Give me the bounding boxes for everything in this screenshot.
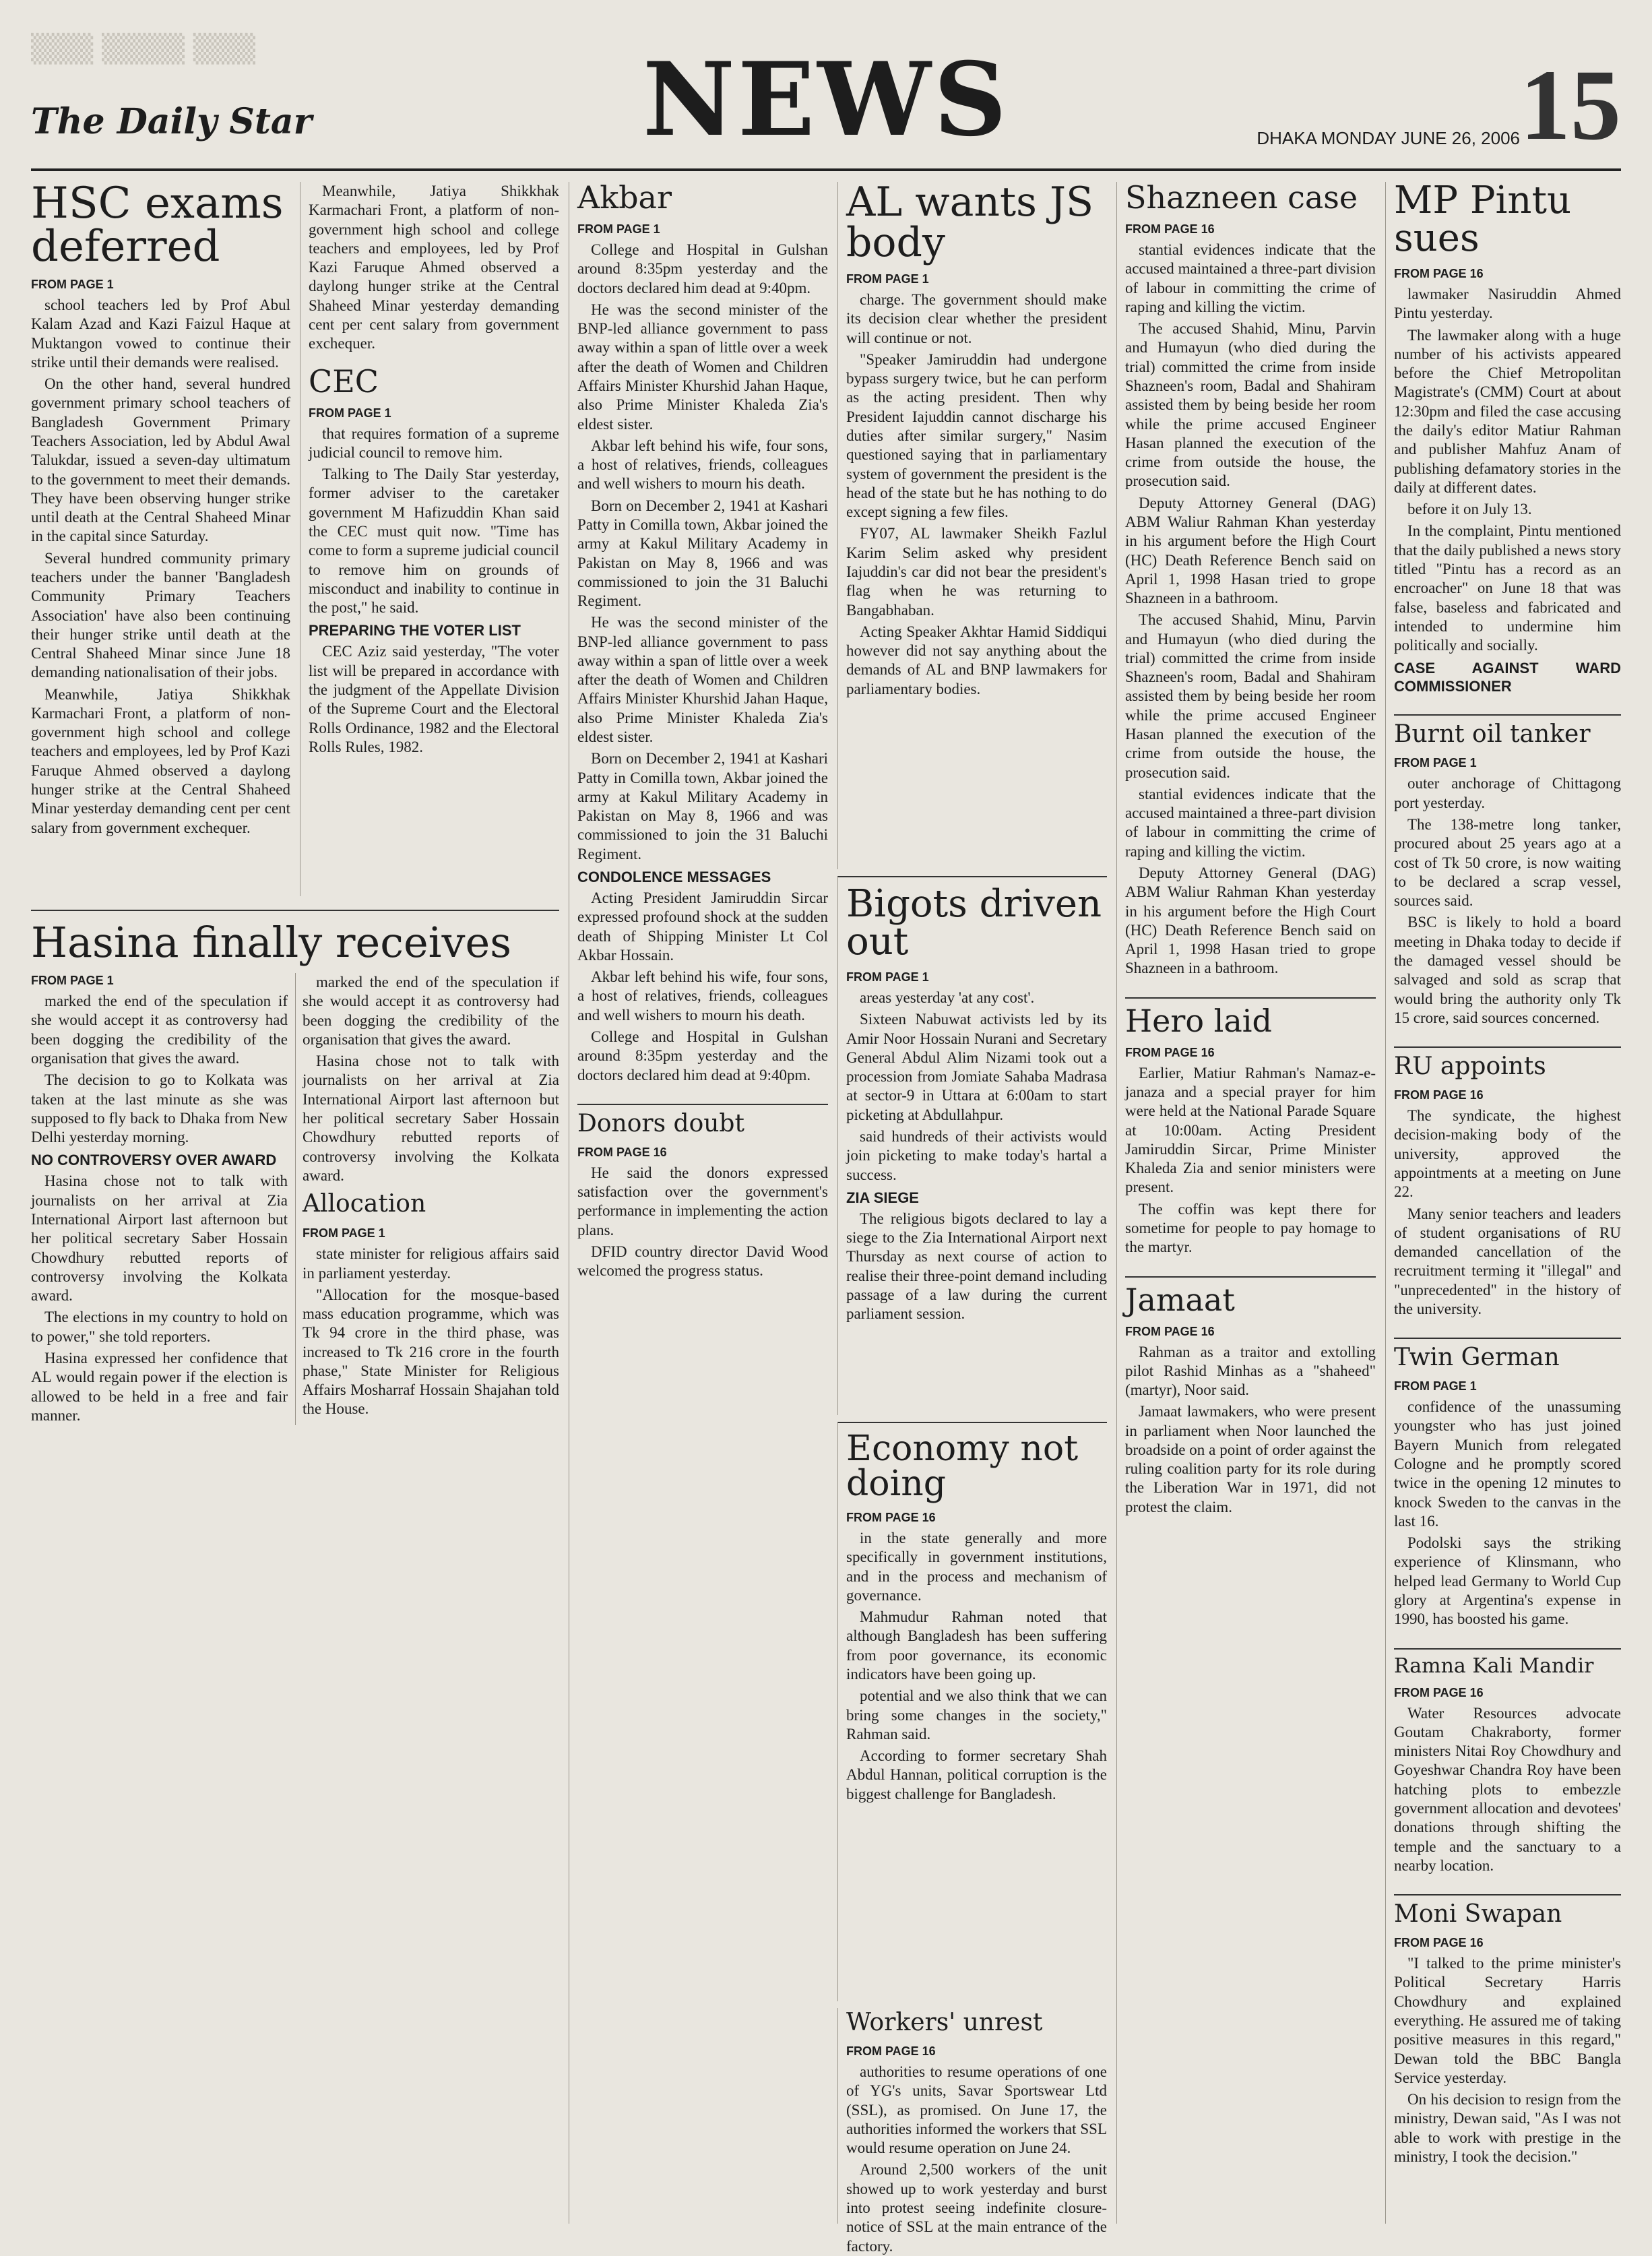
paragraph: The accused Shahid, Minu, Parvin and Humayun (who died during the trial) committed the crime from inside Shazneen's room, Badal and Shahiram assisted them by being beside her room while the prime accused Engineer Hasan planned the execution of the crime from outside the house, the prosecution said.: [1125, 611, 1376, 781]
from-page: FROM PAGE 1: [846, 272, 929, 286]
headline-donors: Donors doubt: [577, 1109, 744, 1137]
article-body: [846, 989, 1107, 1324]
subhead: CASE AGAINST WARD COMMISSIONER: [1394, 660, 1621, 695]
paragraph: The accused Shahid, Minu, Parvin and Humayun (who died during the trial) committed the crime from inside Shazneen's room, Badal and Shahiram assisted them by being beside her room while the prime accused Engineer Hasan planned the execution of the crime from outside the house, the prosecution said.: [1125, 320, 1376, 490]
faded-bleedthrough-text: ▒▒▒ ▒▒▒▒ ▒▒▒: [31, 34, 256, 65]
headline-hero: Hero laid: [1125, 1002, 1272, 1039]
paragraph: Born on December 2, 1941 at Kashari Patty in Comilla town, Akbar joined the army at Kakul Military Academy in Pakistan on May 8, 1966 and was commissioned to join the 31 Baluchi Regiment.: [577, 497, 828, 610]
section-title: NEWS: [642, 40, 1010, 159]
paragraph: before it on July 13.: [1407, 501, 1532, 518]
paragraph: The religious bigots declared to lay a siege to the Zia International Airport next Thursday as next course of action to realise their three-point demand including passage of a law during the current parliament session.: [846, 1210, 1107, 1323]
paragraph: stantial evidences indicate that the accused maintained a three-part division of labour in committing the crime of raping and killing the victim.: [1125, 785, 1376, 860]
from-page: FROM PAGE 1: [31, 974, 114, 987]
paragraph: confidence of the unassuming youngster who has just joined Bayern Munich from relegated Cologne and he promptly scored twice in the opening 12 minutes to knock Sweden to the canvas in the last 16.: [1394, 1398, 1621, 1530]
paragraph: Hasina chose not to talk with journalists on her arrival at Zia International Airport last afternoon but her political secretary Saber Hossain Chowdhury rebutted reports of controversy involving the Kolkata award.: [31, 1172, 288, 1305]
paragraph: Sixteen Nabuwat activists led by its Amir Noor Hossain Nurani and Secretary General Abdul Alim Nizami took out a procession from Jomiate Sahaba Madrasa at sector-9 in Uttara at 6:00am to start picketing at Abdullahpur.: [846, 1011, 1107, 1123]
paragraph: The decision to go to Kolkata was taken at the last minute as she was supposed to fly back to Dhaka from New Delhi yesterday morning.: [31, 1071, 288, 1146]
story-economy: [837, 1422, 1107, 2001]
paragraph: lawmaker Nasiruddin Ahmed Pintu yesterday.: [1394, 286, 1621, 322]
from-page: FROM PAGE 16: [1394, 1936, 1484, 1950]
paragraph: The lawmaker along with a huge number of his activists appeared before the Chief Metropolitan Magistrate's (CMM) Court at about 12:30pm and filed the case accusing the daily's editor Matiur Rahman and publisher Mahfuz Anam of publishing defamatory stories in the daily at different dates.: [1394, 326, 1621, 496]
article-body: [1125, 241, 1376, 978]
headline-ru-appoints: RU appoints: [1394, 1053, 1546, 1081]
from-page: FROM PAGE 16: [577, 1145, 667, 1159]
subhead: PREPARING THE VOTER LIST: [309, 622, 521, 639]
story-akbar: [577, 179, 828, 1085]
masthead: [31, 27, 1621, 171]
headline-allocation: Allocation: [303, 1190, 426, 1218]
story-moni-swapan: [1394, 1894, 1621, 2166]
paragraph: outer anchorage of Chittagong port yesterday.: [1394, 775, 1621, 811]
paragraph: The elections in my country to hold on to power," she told reporters.: [31, 1309, 288, 1345]
article-body: [1394, 1704, 1621, 1876]
headline-burnt-tanker: Burnt oil tanker: [1394, 720, 1591, 749]
headline-al: AL wants JS body: [846, 179, 1094, 266]
article-body: [1125, 1343, 1376, 1517]
story-workers: [837, 2008, 1107, 2255]
headline-hasina: Hasina finally receives: [31, 918, 512, 967]
paragraph: school teachers led by Prof Abul Kalam Azad and Kazi Faizul Haque at Muktangon vowed to continue their strike until their demands were realised.: [31, 296, 290, 371]
subhead: NO CONTROVERSY OVER AWARD: [31, 1152, 277, 1169]
story-twin-german: [1394, 1338, 1621, 1629]
story-ru-appoints: [1394, 1046, 1621, 1319]
story-jamaat: [1125, 1276, 1376, 1517]
story-hero: [1125, 997, 1376, 1257]
story-bigots: [837, 876, 1107, 1415]
paragraph: He said the donors expressed satisfaction over the government's performance in implementing the action plans.: [577, 1164, 828, 1239]
paragraph: stantial evidences indicate that the accused maintained a three-part division of labour in committing the crime of raping and killing the victim.: [1125, 241, 1376, 315]
paragraph: In the complaint, Pintu mentioned that the daily published a news story titled "Pintu has a record as an encroacher" on June 18 that was false, baseless and fabricated and intended to undermine him politically and socially.: [1394, 522, 1621, 654]
paragraph: Many senior teachers and leaders of student organisations of RU demanded cancellation of the recruitment terming it "illegal" and "unprecedented" in the history of the university.: [1394, 1205, 1621, 1317]
paragraph: Acting President Jamiruddin Sircar expressed profound shock at the sudden death of Shipping Minister Lt Col Akbar Hossain.: [577, 889, 828, 964]
headline-moni-swapan: Moni Swapan: [1394, 1900, 1562, 1929]
story-mp-pintu: [1394, 179, 1621, 695]
subhead: CONDOLENCE MESSAGES: [577, 869, 771, 885]
paragraph: said hundreds of their activists would join picketing to make today's hartal a success.: [846, 1127, 1107, 1183]
story-shazneen: [1125, 179, 1376, 978]
paragraph: The 138-metre long tanker, procured about 25 years ago at a cost of Tk 50 crore, is now waiting to be declared a scrap vessel, sources said.: [1394, 816, 1621, 910]
paragraph: areas yesterday 'at any cost'.: [860, 989, 1035, 1006]
column-2-top: [300, 182, 559, 896]
column-3: [569, 179, 828, 2224]
from-page: FROM PAGE 16: [1394, 1088, 1484, 1102]
paragraph: Around 2,500 workers of the unit showed up to work yesterday and burst into protest seeing indefinite closure-notice of SSL at the main entrance of the factory.: [846, 2161, 1107, 2255]
paragraph: The syndicate, the highest decision-making body of the university, approved the appointments at a meeting on June 22.: [1394, 1107, 1621, 1201]
article-body: [1125, 1064, 1376, 1257]
headline-economy: Economy not doing: [846, 1429, 1079, 1504]
from-page: FROM PAGE 16: [1125, 222, 1215, 236]
from-page: FROM PAGE 16: [1394, 1685, 1484, 1699]
story-burnt-tanker: [1394, 714, 1621, 1028]
paragraph: authorities to resume operations of one of YG's units, Savar Sportswear Ltd (SSL), as promised. On June 17, the authorities informed the workers that SSL would resume operation on June 24.: [846, 2063, 1107, 2157]
article-body: [309, 182, 559, 354]
paragraph: marked the end of the speculation if she would accept it as controversy had been dogging the credibility of the organisation that gives the award.: [31, 993, 288, 1067]
headline-ramna: Ramna Kali Mandir: [1394, 1654, 1594, 1678]
from-page: FROM PAGE 1: [1394, 1379, 1477, 1393]
from-page: FROM PAGE 1: [309, 406, 391, 420]
column-6: [1385, 179, 1621, 2224]
from-page: FROM PAGE 1: [303, 1226, 385, 1241]
paragraph: On the other hand, several hundred government primary school teachers of Bangladesh Government Primary Teachers Association, led by Abdul Awal Talukdar, issued a seven-day ultimatum to the government to meet their demands. They have been observing hunger strike until death at the Central Shaheed Minar in the capital since Saturday.: [31, 375, 290, 545]
from-page: FROM PAGE 16: [1394, 267, 1484, 280]
article-body: [1394, 1106, 1621, 1319]
paragraph: Talking to The Daily Star yesterday, former adviser to the caretaker government M Hafizuddin Khan said the CEC must quit now. "Time has come to form a supreme judicial council to remove him on grounds of misconduct and inability to continue in the post," he said.: [309, 466, 559, 617]
paragraph: Akbar left behind his wife, four sons, a host of relatives, friends, colleagues and well wishers to mourn his death.: [577, 968, 828, 1024]
headline-akbar: Akbar: [577, 179, 672, 216]
article-body: [1394, 1954, 1621, 2166]
paragraph: Akbar left behind his wife, four sons, a host of relatives, friends, colleagues and well wishers to mourn his death.: [577, 437, 828, 493]
paragraph: Rahman as a traitor and extolling pilot Rashid Minhas as a "shaheed" (martyr), Noor said.: [1125, 1343, 1376, 1399]
article-body: [309, 425, 559, 757]
from-page: FROM PAGE 16: [1125, 1324, 1215, 1338]
from-page: FROM PAGE 1: [577, 222, 660, 236]
article-body: [846, 1529, 1107, 1804]
paragraph: Deputy Attorney General (DAG) ABM Waliur Rahman Khan yesterday in his argument before the High Court (HC) Death Reference Bench said on April 1, 1998 Hasan tried to grope Shazneen in a bathroom.: [1125, 494, 1376, 607]
headline-bigots: Bigots driven out: [846, 882, 1102, 964]
paragraph: marked the end of the speculation if she would accept it as controversy had been dogging the credibility of the organisation that gives the award.: [303, 974, 559, 1048]
from-page: FROM PAGE 1: [1394, 756, 1477, 770]
paragraph: Hasina expressed her confidence that AL would regain power if the election is allowed to be held in a free and fair manner.: [31, 1349, 288, 1424]
article-body: [1394, 774, 1621, 1028]
article-body: [846, 2063, 1107, 2256]
article-body: [1394, 285, 1621, 695]
from-page: FROM PAGE 16: [846, 1511, 936, 1524]
story-ramna: [1394, 1648, 1621, 1876]
paragraph: Deputy Attorney General (DAG) ABM Waliur Rahman Khan yesterday in his argument before the High Court (HC) Death Reference Bench said on April 1, 1998 Hasan tried to grope Shazneen in a bathroom.: [1125, 865, 1376, 977]
paragraph: BSC is likely to hold a board meeting in Dhaka today to decide if the damaged vessel should be salvaged and sold as scrap that would bring the authority only Tk 15 crore, said sources concerned.: [1394, 914, 1621, 1026]
page-number: 15: [1520, 49, 1621, 161]
headline-mp-pintu: MP Pintu sues: [1394, 179, 1572, 260]
from-page: FROM PAGE 16: [1125, 1045, 1215, 1059]
article-body: [31, 296, 290, 838]
headline-shazneen: Shazneen case: [1125, 179, 1358, 216]
paper-name: The Daily Star: [31, 101, 312, 142]
paragraph: Earlier, Matiur Rahman's Namaz-e-janaza and a special prayer for him were held at the National Parade Square at 10:00am. Acting President Jamiruddin Sircar, Prime Minister Khaleda Zia and senior ministers were present.: [1125, 1064, 1376, 1196]
paragraph: "I talked to the prime minister's Political Secretary Harris Chowdhury and explained everything. He assured me of taking positive measures in this regard," Dewan told the BBC Bangla Service yesterday.: [1394, 1955, 1621, 2086]
article-body: [1394, 1398, 1621, 1629]
paragraph: charge. The government should make its decision clear whether the president will continue or not.: [846, 291, 1107, 346]
article-body: [577, 1164, 828, 1281]
from-page: FROM PAGE 1: [846, 970, 929, 984]
from-page: FROM PAGE 16: [846, 2044, 936, 2058]
article-body: [577, 241, 828, 1085]
paragraph: Meanwhile, Jatiya Shikkhak Karmachari Front, a platform of non-government high school and college teachers and employees, led by Prof Kazi Faruque Ahmed observed a daylong hunger strike at the Central Shaheed Minar yesterday demanding cent per cent salary from government exchequer.: [309, 183, 559, 352]
story-donors: [577, 1104, 828, 1281]
dateline: DHAKA MONDAY JUNE 26, 2006: [1257, 128, 1520, 148]
story-hsc: [31, 179, 290, 838]
headline-jamaat: Jamaat: [1125, 1281, 1235, 1318]
paragraph: According to former secretary Shah Abdul Hannan, political corruption is the biggest challenge for Bangladesh.: [846, 1747, 1107, 1803]
paragraph: Podolski says the striking experience of Klinsmann, who helped lead Germany to World Cup glory at Argentina's expense in 1990, has boosted his game.: [1394, 1534, 1621, 1628]
paragraph: Born on December 2, 1941 at Kashari Patty in Comilla town, Akbar joined the army at Kakul Military Academy in Pakistan on May 8, 1966 and was commissioned to join the 31 Baluchi Regiment.: [577, 750, 828, 863]
paragraph: "Allocation for the mosque-based mass education programme, which was Tk 94 crore in the third phase, was increased to Tk 216 crore in the fourth phase," State Minister for Religious Affairs Mosharraf Hossain Shajahan told the House.: [303, 1286, 559, 1418]
article-body: [31, 973, 559, 1425]
headline-cec: CEC: [309, 363, 379, 400]
paragraph: College and Hospital in Gulshan around 8:35pm yesterday and the doctors declared him dead at 9:40pm.: [577, 1028, 828, 1084]
paragraph: He was the second minister of the BNP-led alliance government to pass away within a span of little over a week after the death of Women and Children Affairs Minister Khurshid Jahan Haque, also Prime Minister Khaleda Zia's eldest sister.: [577, 301, 828, 433]
headline-workers: Workers' unrest: [846, 2009, 1043, 2036]
paragraph: state minister for religious affairs said in parliament yesterday.: [303, 1245, 559, 1282]
paragraph: Mahmudur Rahman noted that although Bangladesh has been suffering from poor governance, its economic indicators have been going up.: [846, 1608, 1107, 1683]
paragraph: Water Resources advocate Goutam Chakraborty, former ministers Nitai Roy Chowdhury and Goyeshwar Chandra Roy have been hatching plots to embezzle government allocation and devotees' donations through shifting the temple and the sanctuary to a nearby location.: [1394, 1704, 1621, 1874]
subhead: ZIA SIEGE: [846, 1189, 919, 1206]
paragraph: Jamaat lawmakers, who were present in parliament when Noor launched the broadside on a point of order against the ruling coalition party for its role during the Liberation War in 1971, did not protest the claim.: [1125, 1403, 1376, 1515]
paragraph: College and Hospital in Gulshan around 8:35pm yesterday and the doctors declared him dead at 9:40pm.: [577, 241, 828, 296]
paragraph: On his decision to resign from the ministry, Dewan said, "As I was not able to work with prestige in the ministry, I took the decision.": [1394, 2091, 1621, 2165]
paragraph: He was the second minister of the BNP-led alliance government to pass away within a span of little over a week after the death of Women and Children Affairs Minister Khurshid Jahan Haque, also Prime Minister Khaleda Zia's eldest sister.: [577, 614, 828, 746]
paragraph: Several hundred community primary teachers under the banner 'Bangladesh Community Primary Teachers Association' have also been continuing their hunger strike until death at the Central Shaheed Minar since June 18 demanding nationalisation of their jobs.: [31, 549, 290, 681]
paragraph: FY07, AL lawmaker Sheikh Fazlul Karim Selim asked why president Iajuddin's car did not bear the president's flag when he was returning to Bangabhaban.: [846, 525, 1107, 619]
paragraph: that requires formation of a supreme judicial council to remove him.: [309, 425, 559, 461]
paragraph: Meanwhile, Jatiya Shikkhak Karmachari Front, a platform of non-government high school and college teachers and employees, led by Prof Kazi Faruque Ahmed observed a daylong hunger strike at the Central Shaheed Minar yesterday demanding cent per cent salary from government exchequer.: [31, 685, 290, 836]
article-body: [846, 290, 1107, 699]
column-5: [1116, 179, 1376, 2224]
story-cec: [309, 363, 559, 757]
headline-twin-german: Twin German: [1394, 1344, 1560, 1372]
paragraph: DFID country director David Wood welcomed the progress status.: [577, 1243, 828, 1280]
paragraph: Hasina chose not to talk with journalists on her arrival at Zia International Airport last afternoon but her political secretary Saber Hossain Chowdhury rebutted reports of controversy involving the Kolkata award.: [303, 1053, 559, 1184]
story-al: [837, 179, 1107, 869]
paragraph: The coffin was kept there for sometime for people to pay homage to the martyr.: [1125, 1200, 1376, 1256]
paragraph: Acting Speaker Akhtar Hamid Siddiqui however did not say anything about the demands of AL and BNP lawmakers for parliamentary bodies.: [846, 623, 1107, 697]
paragraph: CEC Aziz said yesterday, "The voter list will be prepared in accordance with the judgment of the Appellate Division of the Supreme Court and the Electoral Rolls Ordinance, 1982 and the Electoral Rolls Rules, 1982.: [309, 643, 559, 755]
paragraph: "Speaker Jamiruddin had undergone bypass surgery twice, but he can perform as the acting president. Then why President Iajuddin cannot discharge his duties after similar surgery," Nasim questioned saying that in parliamentary system of government the president is the head of the state but he has nothing to do except signing a few files.: [846, 350, 1107, 521]
headline-hsc: HSC exams deferred: [31, 179, 284, 272]
paragraph: potential and we also think that we can bring some changes in the society," Rahman said.: [846, 1687, 1107, 1743]
from-page: FROM PAGE 1: [31, 278, 114, 291]
story-hasina: [31, 910, 559, 2224]
paragraph: in the state generally and more specifically in government institutions, and in the process and mechanism of governance.: [846, 1530, 1107, 1604]
